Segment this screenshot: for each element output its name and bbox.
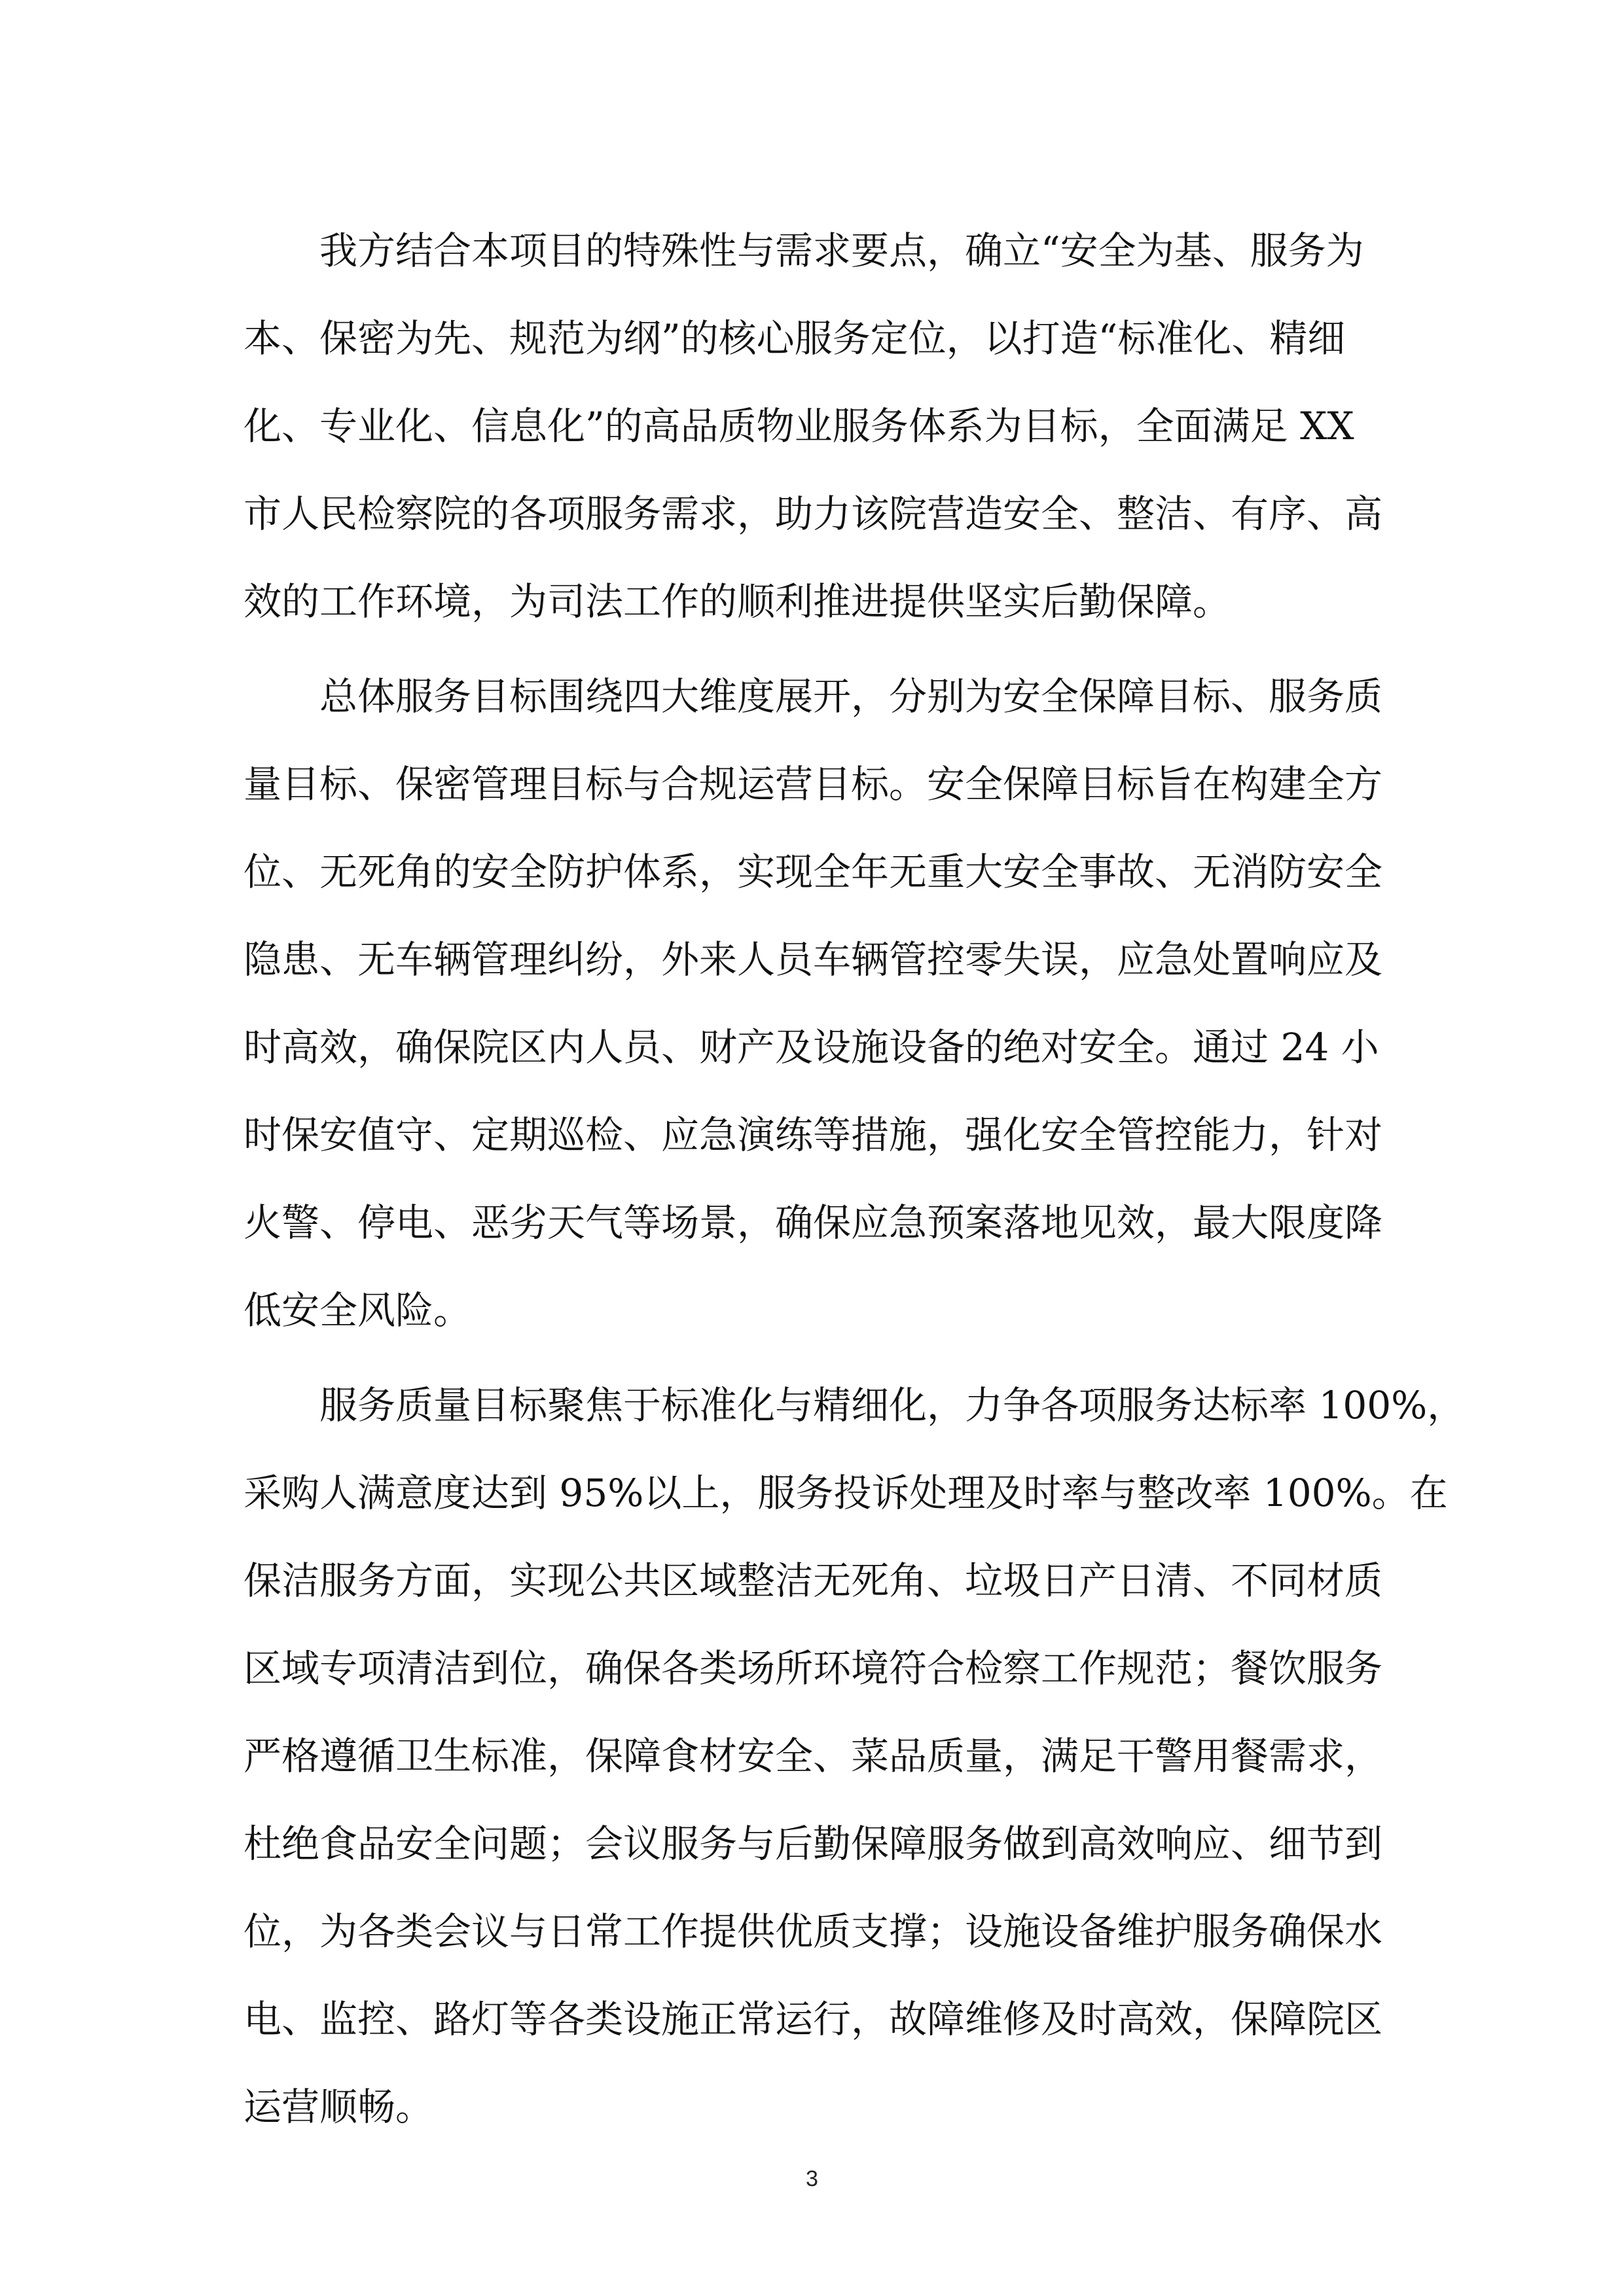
paragraph-overall-goals — [244, 653, 1382, 1354]
text-line: 市人民检察院的各项服务需求，助力该院营造安全、整洁、有序、高 — [244, 492, 1383, 536]
text-line: 运营顺畅。 — [244, 2085, 434, 2129]
text-line: 杜绝食品安全问题；会议服务与后勤保障服务做到高效响应、细节到 — [244, 1821, 1383, 1866]
body-text — [244, 207, 1466, 2158]
text-line: 位、无死角的安全防护体系，实现全年无重大安全事故、无消防安全 — [244, 850, 1383, 894]
text-line: 电、监控、路灯等各类设施正常运行，故障维修及时高效，保障院区 — [244, 1997, 1383, 2041]
text-line: 时高效，确保院区内人员、财产及设施设备的绝对安全。通过 24 小 — [244, 1025, 1379, 1069]
text-line: 我方结合本项目的特殊性与需求要点，确立“安全为基、服务为 — [319, 228, 1364, 273]
text-line: 低安全风险。 — [244, 1288, 472, 1333]
text-line: 时保安值守、定期巡检、应急演练等措施，强化安全管控能力，针对 — [244, 1113, 1383, 1157]
text-line: 保洁服务方面，实现公共区域整洁无死角、垃圾日产日清、不同材质 — [244, 1558, 1383, 1603]
paragraph-service-quality — [244, 1361, 1466, 2151]
text-line: 火警、停电、恶劣天气等场景，确保应急预案落地见效，最大限度降 — [244, 1200, 1383, 1245]
text-line: 本、保密为先、规范为纲”的核心服务定位，以打造“标准化、精细 — [244, 316, 1346, 361]
text-line: 效的工作环境，为司法工作的顺利推进提供坚实后勤保障。 — [244, 579, 1231, 624]
text-line: 严格遵循卫生标准，保障食材安全、菜品质量，满足干警用餐需求， — [244, 1734, 1383, 1778]
text-line: 隐患、无车辆管理纠纷，外来人员车辆管控零失误，应急处置响应及 — [244, 937, 1383, 982]
text-line: 位，为各类会议与日常工作提供优质支撑；设施设备维护服务确保水 — [244, 1909, 1383, 1954]
text-line: 区域专项清洁到位，确保各类场所环境符合检察工作规范；餐饮服务 — [244, 1646, 1383, 1691]
text-line: 量目标、保密管理目标与合规运营目标。安全保障目标旨在构建全方 — [244, 762, 1383, 806]
text-line: 总体服务目标围绕四大维度展开，分别为安全保障目标、服务质 — [319, 674, 1383, 719]
text-line: 化、专业化、信息化”的高品质物业服务体系为目标，全面满足 XX — [244, 404, 1354, 448]
page-number: 3 — [806, 2166, 818, 2191]
text-line: 采购人满意度达到 95%以上，服务投诉处理及时率与整改率 100%。在 — [244, 1471, 1448, 1515]
text-line: 服务质量目标聚焦于标准化与精细化，力争各项服务达标率 100%， — [319, 1383, 1466, 1427]
paragraph-service-positioning — [244, 207, 1382, 645]
